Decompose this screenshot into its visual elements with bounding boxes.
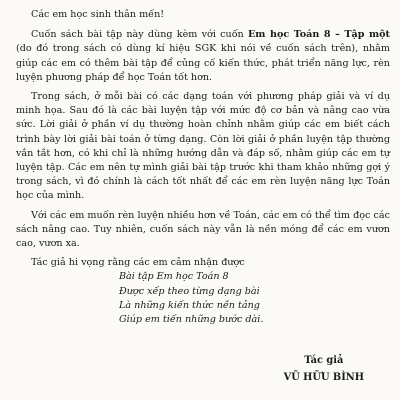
book-title: Em học Toán 8 – Tập một xyxy=(247,29,390,41)
greeting: Các em học sinh thân mến! xyxy=(31,9,165,20)
signature xyxy=(284,352,364,386)
paragraph-1-end: (do đó trong sách có dùng kí hiệu SGK khi nói về cuốn sách trên), nhằm giúp các em có thêm bài tập để củng cố kiến thức, phát triển năng lực, rèn luyện phương pháp để học Toán tốt hơn. xyxy=(16,43,390,83)
poem-line-2: Được xếp theo từng dạng bài xyxy=(119,285,260,297)
signature-role: Tác giả xyxy=(304,355,344,366)
paragraph-2: Trong sách, ở mỗi bài có các dạng toán với phương pháp giải và ví dụ minh họa. Sau đó là các bài luyện tập với mức độ cơ bản và nâng cao vừa sức. Lời giải ở phần ví dụ thường hoàn chỉnh nhằm giúp các em biết cách trình bày lời giải bài toán ở từng dạng. Còn lời giải ở phần luyện tập thường vắn tắt hơn, có khi chỉ là những hướng dẫn và đáp số, nhằm giúp các em tự luyện tập. Các em nên tự mình giải bài tập trước khi tham khảo những gợi ý trong sách, vì đó chính là cách tốt nhất để các em rèn luyện năng lực Toán học của mình. xyxy=(16,91,390,202)
paragraph-1 xyxy=(16,28,390,85)
poem-line-3: Là những kiến thức nền tảng xyxy=(119,299,260,311)
paragraph-3: Với các em muốn rèn luyện nhiều hơn về Toán, các em có thể tìm đọc các sách nâng cao. Tuy nhiên, cuốn sách này vẫn là nền móng để các em vươn cao, vươn xa. xyxy=(16,209,390,250)
paragraph-1-start: Cuốn sách bài tập này dùng kèm với cuốn xyxy=(31,29,248,41)
poem xyxy=(119,270,390,327)
signature-name: VŨ HỮU BÌNH xyxy=(283,372,364,383)
paragraph-4: Tác giả hi vọng rằng các em cảm nhận được xyxy=(31,257,245,269)
poem-line-4: Giúp em tiến những bước dài. xyxy=(119,314,264,326)
poem-line-1: Bài tập Em học Toán 8 xyxy=(119,271,229,283)
